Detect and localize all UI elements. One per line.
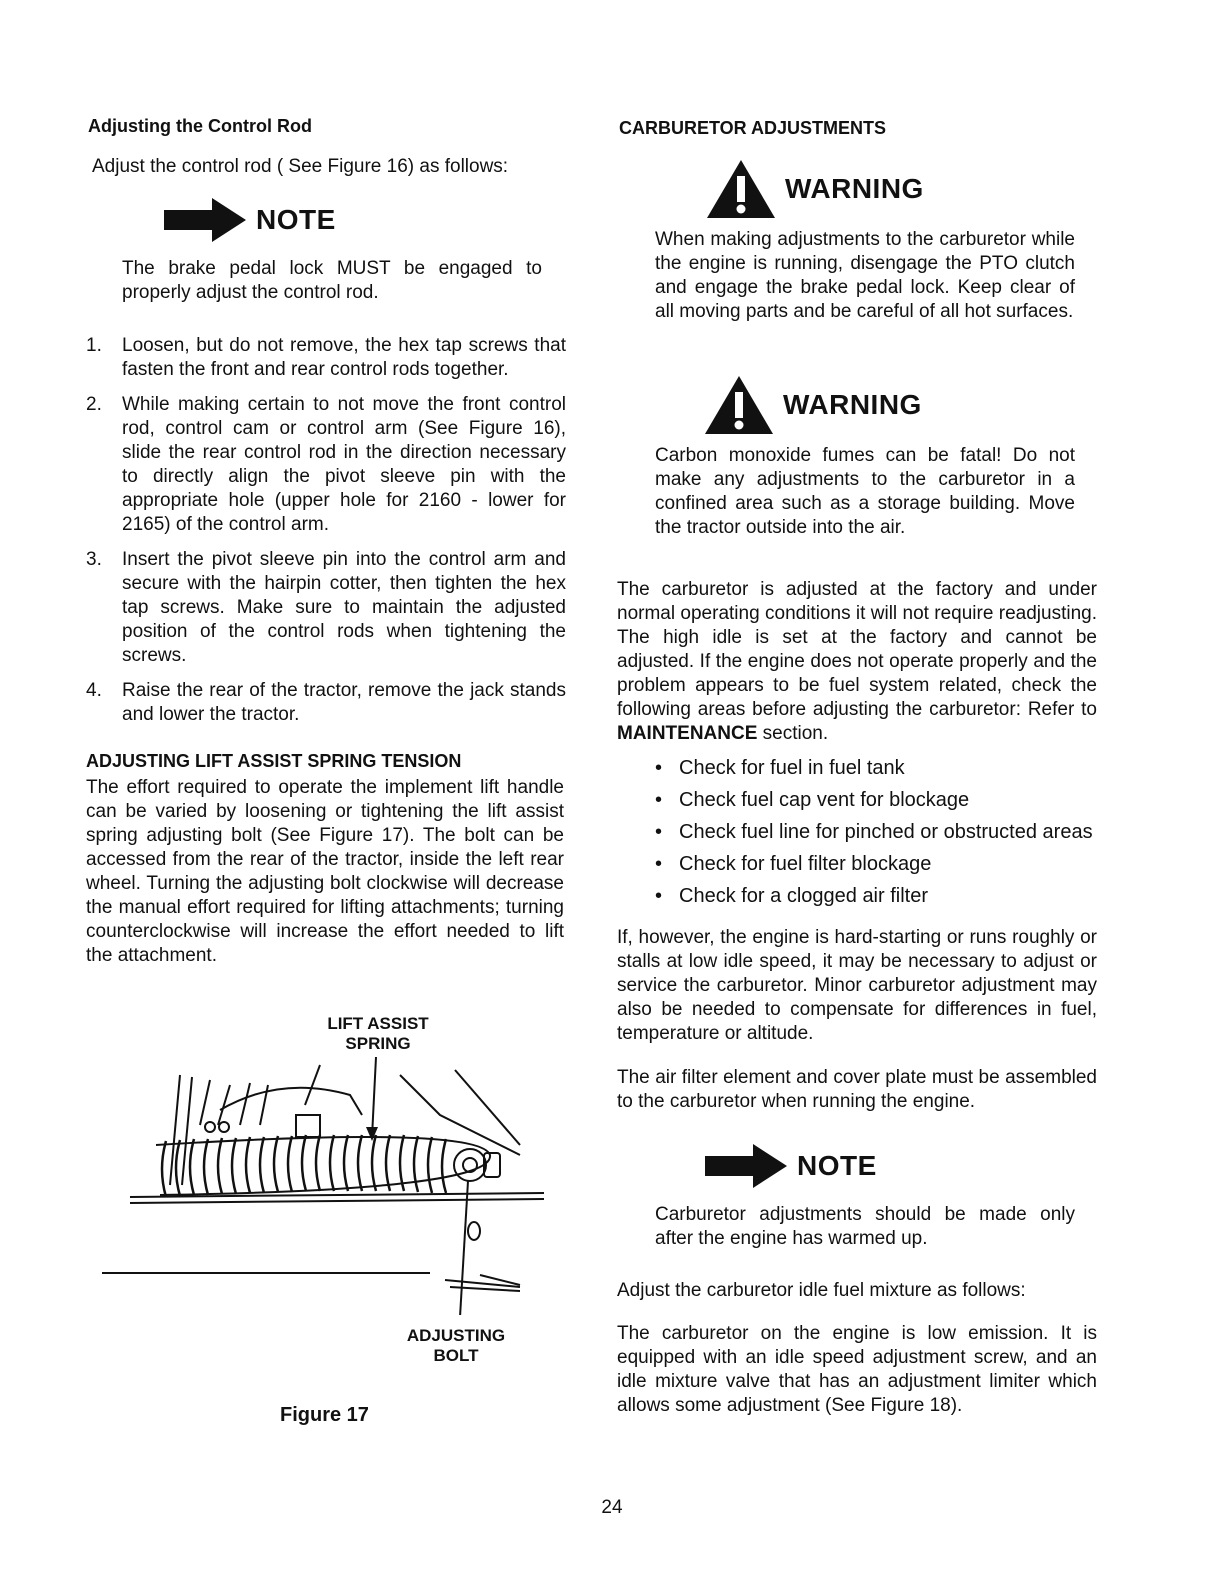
warning-label: WARNING	[783, 389, 922, 420]
note-text: Carburetor adjustments should be made only after the engine has warmed up.	[655, 1204, 1075, 1249]
carburetor-paragraph-2: If, however, the engine is hard-starting or runs roughly or stalls at low idle speed, it may be necessary to adjust or service the carburetor. Minor carburetor adjustment may also be needed to compensate for differences in fuel, temperature or altitude.	[617, 927, 1097, 1044]
control-rod-intro: Adjust the control rod ( See Figure 16) as follows:	[92, 156, 509, 177]
note-label: NOTE	[797, 1150, 877, 1181]
lift-assist-spring-illustration	[100, 1055, 560, 1315]
note-box-right	[705, 1142, 877, 1190]
figure-caption: Figure 17	[280, 1404, 369, 1426]
carburetor-paragraph-3: The air filter element and cover plate must be assembled to the carburetor when running the engine.	[617, 1067, 1097, 1112]
list-item: 2. While making certain to not move the front control rod, control cam or control arm (See Figure 16), slide the rear control rod in the direction necessary to directly align the pivot sleeve pin with the appropriate hole (upper hole for 2160 - lower for 2165) of the control arm.	[86, 394, 566, 535]
lift-assist-heading: ADJUSTING LIFT ASSIST SPRING TENSION	[86, 751, 462, 771]
note-box-left	[164, 196, 336, 244]
carburetor-heading: CARBURETOR ADJUSTMENTS	[619, 118, 887, 138]
list-item: • Check for fuel filter blockage	[651, 848, 1111, 880]
list-item: • Check fuel cap vent for blockage	[651, 784, 1111, 816]
arrow-right-icon	[164, 196, 250, 244]
warning-triangle-icon	[703, 374, 775, 436]
check-list	[651, 752, 1111, 912]
warning-box-2	[703, 374, 922, 436]
note-text: The brake pedal lock MUST be engaged to properly adjust the control rod.	[122, 258, 542, 303]
figure-label-lift-assist-spring: LIFT ASSIST SPRING	[327, 1014, 429, 1053]
warning-text-2: Carbon monoxide fumes can be fatal! Do not make any adjustments to the carburetor in a confined area such as a storage building. Move the tractor outside into the air.	[655, 445, 1075, 538]
warning-text-1: When making adjustments to the carburetor while the engine is running, disengage the PTO clutch and engage the brake pedal lock. Keep clear of all moving parts and be careful of all hot surfaces.	[655, 229, 1075, 322]
carburetor-paragraph-5: The carburetor on the engine is low emission. It is equipped with an idle speed adjustment screw, and an idle mixture valve that has an adjustment limiter which allows some adjustment (See Figure 18).	[617, 1323, 1097, 1416]
list-item: 3. Insert the pivot sleeve pin into the control arm and secure with the hairpin cotter, then tighten the hex tap screws. Make sure to maintain the adjusted position of the control rods when tightening the screws.	[86, 549, 566, 666]
control-rod-steps	[86, 334, 566, 738]
list-item: • Check for fuel in fuel tank	[651, 752, 1111, 784]
note-label: NOTE	[256, 204, 336, 235]
list-item: • Check for a clogged air filter	[651, 880, 1111, 912]
control-rod-heading: Adjusting the Control Rod	[88, 116, 312, 136]
warning-label: WARNING	[785, 173, 924, 204]
lift-assist-text: The effort required to operate the implement lift handle can be varied by loosening or tightening the lift assist spring adjusting bolt (See Figure 17). The bolt can be accessed from the rear of the tractor, inside the left rear wheel. Turning the adjusting bolt clockwise will decrease the manual effort required for lifting attachments; turning counterclockwise will increase the effort needed to lift the attachment.	[86, 777, 564, 966]
list-item: 4. Raise the rear of the tractor, remove the jack stands and lower the tractor.	[86, 680, 566, 725]
carburetor-paragraph-4: Adjust the carburetor idle fuel mixture as follows:	[617, 1280, 1026, 1301]
list-item: 1. Loosen, but do not remove, the hex tap screws that fasten the front and rear control rods together.	[86, 335, 566, 380]
warning-box-1	[705, 158, 924, 220]
figure-label-adjusting-bolt: ADJUSTING BOLT	[406, 1326, 506, 1365]
page-number: 24	[601, 1497, 623, 1518]
arrow-right-icon	[705, 1142, 791, 1190]
carburetor-paragraph-1: The carburetor is adjusted at the factory and under normal operating conditions it will not require readjusting. The high idle is set at the factory and cannot be adjusted. If the engine does not operate properly and the problem appears to be fuel system related, check the following areas before adjusting the carburetor: Refer to MAINTENANCE section.	[617, 579, 1097, 744]
list-item: • Check fuel line for pinched or obstructed areas	[651, 816, 1111, 848]
warning-triangle-icon	[705, 158, 777, 220]
